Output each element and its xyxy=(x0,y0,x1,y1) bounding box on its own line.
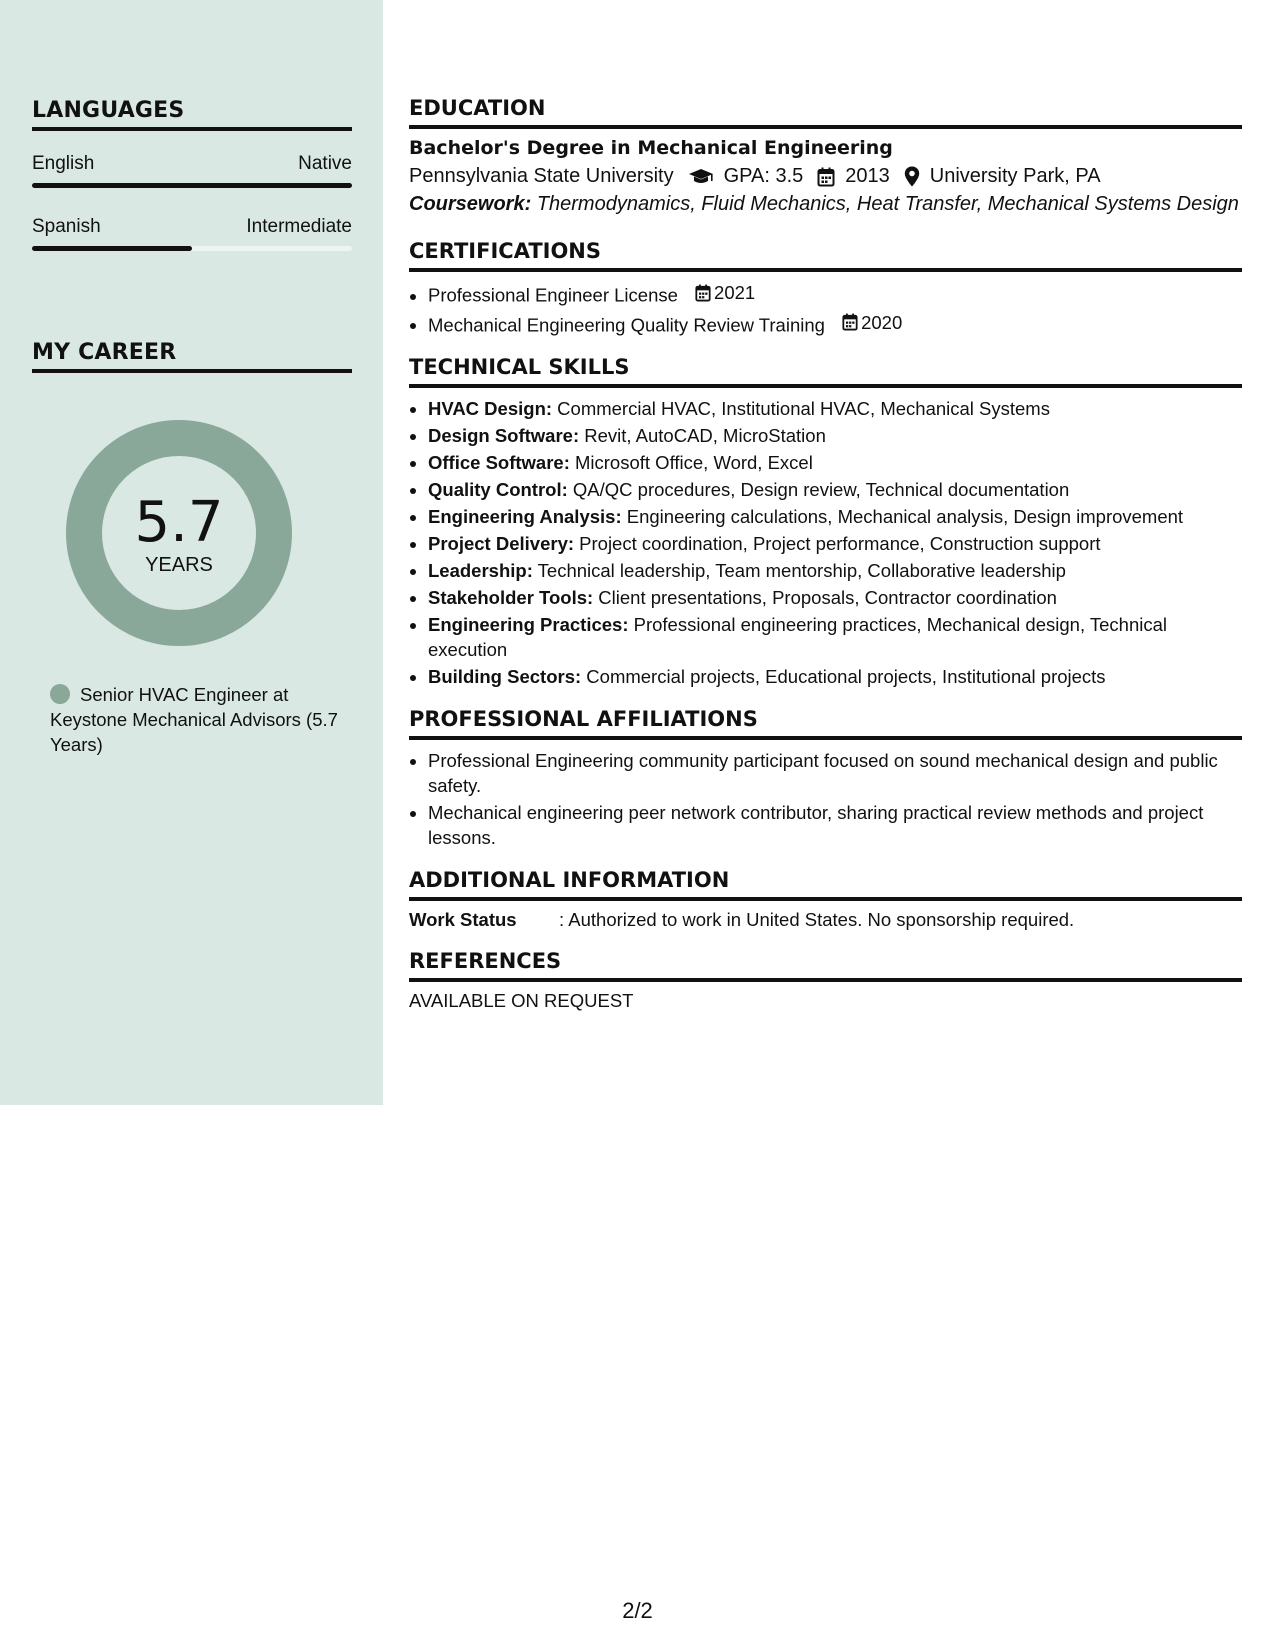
education-heading: EDUCATION xyxy=(409,96,1242,129)
technical-skills-section xyxy=(409,355,1242,689)
skill-value: Microsoft Office, Word, Excel xyxy=(575,452,813,473)
career-section xyxy=(32,340,352,373)
skill-label: Stakeholder Tools: xyxy=(428,587,594,608)
language-item-spanish xyxy=(32,216,352,251)
language-proficiency-bar xyxy=(32,246,352,251)
skill-item xyxy=(428,531,1242,556)
skill-label: Building Sectors: xyxy=(428,666,582,687)
coursework xyxy=(409,192,1242,217)
coursework-label: Coursework: xyxy=(409,193,532,215)
calendar-icon xyxy=(842,313,858,331)
language-proficiency-fill xyxy=(32,246,192,251)
skill-value: Professional engineering practices, Mechanical design, Technical execution xyxy=(428,614,1168,660)
skill-item xyxy=(428,558,1242,583)
skill-value: Technical leadership, Team mentorship, Collaborative leadership xyxy=(537,560,1066,581)
skill-label: Engineering Practices: xyxy=(428,614,629,635)
certifications-heading: CERTIFICATIONS xyxy=(409,239,1242,272)
work-status-row xyxy=(409,909,1242,931)
career-years-unit: YEARS xyxy=(145,554,213,576)
location-pin-icon xyxy=(904,166,920,187)
technical-skills-heading: TECHNICAL SKILLS xyxy=(409,355,1242,388)
skill-value: Commercial HVAC, Institutional HVAC, Mechanical Systems xyxy=(557,398,1050,419)
skill-item xyxy=(428,477,1242,502)
skill-item xyxy=(428,423,1242,448)
certification-year: 2021 xyxy=(714,282,756,303)
language-proficiency-fill xyxy=(32,183,352,188)
skill-item xyxy=(428,450,1242,475)
skill-label: Design Software: xyxy=(428,425,580,446)
skill-item xyxy=(428,396,1242,421)
page-number: 2/2 xyxy=(622,1598,653,1623)
certification-item xyxy=(428,280,1242,308)
skill-value: QA/QC procedures, Design review, Technical documentation xyxy=(572,479,1070,500)
skill-item xyxy=(428,504,1242,529)
career-years-donut xyxy=(66,420,292,646)
affiliation-item: • Professional Engineering community participant focused on sound mechanical design and public safety. xyxy=(428,748,1242,798)
school-name: Pennsylvania State University xyxy=(409,165,674,187)
affiliations-list xyxy=(409,748,1242,850)
language-item-english xyxy=(32,153,352,188)
career-heading: MY CAREER xyxy=(32,340,352,373)
affiliations-section xyxy=(409,707,1242,850)
skill-item xyxy=(428,585,1242,610)
language-name: Spanish xyxy=(32,216,101,237)
education-section xyxy=(409,96,1242,217)
skill-label: Office Software: xyxy=(428,452,570,473)
graduation-cap-icon xyxy=(688,168,714,186)
skill-label: Engineering Analysis: xyxy=(428,506,622,527)
career-entry-text: Senior HVAC Engineer at Keystone Mechanical Advisors (5.7 Years) xyxy=(50,684,338,755)
skill-label: Leadership: xyxy=(428,560,533,581)
career-entry xyxy=(50,682,340,757)
language-proficiency-bar xyxy=(32,183,352,188)
sidebar xyxy=(0,0,383,1105)
certifications-section xyxy=(409,239,1242,337)
certification-name: Professional Engineer License xyxy=(428,284,678,306)
language-level: Native xyxy=(298,153,352,174)
graduation-year: 2013 xyxy=(845,165,890,187)
certification-item xyxy=(428,310,1242,338)
education-meta xyxy=(409,165,1242,188)
calendar-icon xyxy=(695,284,711,302)
skill-label: Quality Control: xyxy=(428,479,568,500)
career-legend-dot xyxy=(50,684,70,704)
skill-value: Client presentations, Proposals, Contractor coordination xyxy=(598,587,1057,608)
certification-year: 2020 xyxy=(861,311,903,333)
skill-value: Commercial projects, Educational projects, Institutional projects xyxy=(586,666,1106,687)
skill-item xyxy=(428,664,1242,689)
degree-title: Bachelor's Degree in Mechanical Engineering xyxy=(409,137,893,159)
calendar-icon xyxy=(817,167,835,187)
references-text: AVAILABLE ON REQUEST xyxy=(409,990,634,1011)
gpa: GPA: 3.5 xyxy=(723,165,804,187)
technical-skills-list xyxy=(409,396,1242,689)
language-name: English xyxy=(32,153,95,174)
additional-information-section xyxy=(409,868,1242,931)
skill-label: Project Delivery: xyxy=(428,533,575,554)
career-years-value: 5.7 xyxy=(134,490,224,555)
certification-date xyxy=(695,280,755,305)
certification-date xyxy=(842,310,902,335)
skill-value: Engineering calculations, Mechanical analysis, Design improvement xyxy=(626,506,1184,527)
languages-section xyxy=(32,98,352,251)
additional-information-heading: ADDITIONAL INFORMATION xyxy=(409,868,1242,901)
language-level: Intermediate xyxy=(246,216,352,237)
languages-heading: LANGUAGES xyxy=(32,98,352,131)
work-status-label: Work Status xyxy=(409,909,517,930)
skill-item xyxy=(428,612,1242,662)
coursework-text: Thermodynamics, Fluid Mechanics, Heat Transfer, Mechanical Systems Design xyxy=(536,193,1239,215)
affiliation-item: • Mechanical engineering peer network contributor, sharing practical review methods and project lessons. xyxy=(428,800,1242,850)
skill-value: Project coordination, Project performance, Construction support xyxy=(579,533,1101,554)
skill-value: Revit, AutoCAD, MicroStation xyxy=(584,425,826,446)
work-status-value: : Authorized to work in United States. No sponsorship required. xyxy=(559,909,1075,930)
main-content xyxy=(409,96,1242,1012)
affiliations-heading: PROFESSIONAL AFFILIATIONS xyxy=(409,707,1242,740)
references-section xyxy=(409,949,1242,1012)
certification-name: Mechanical Engineering Quality Review Training xyxy=(428,314,825,335)
education-location: University Park, PA xyxy=(929,165,1101,187)
skill-label: HVAC Design: xyxy=(428,398,553,419)
certifications-list xyxy=(409,280,1242,337)
references-heading: REFERENCES xyxy=(409,949,1242,982)
